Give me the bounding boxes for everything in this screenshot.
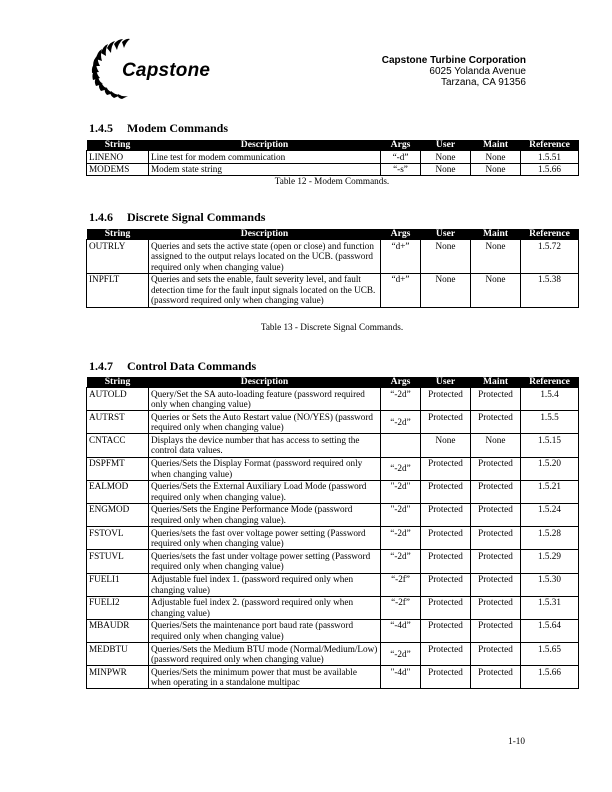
cell-reference: 1.5.64 xyxy=(521,619,579,642)
cell-maint: None xyxy=(471,163,521,176)
cell-args: “-2d” xyxy=(381,643,421,666)
cell-user: None xyxy=(421,240,471,274)
cell-string: AUTOLD xyxy=(87,388,149,411)
table-row xyxy=(87,550,579,573)
table-row xyxy=(87,151,579,164)
capstone-logo xyxy=(86,36,216,100)
cell-user: Protected xyxy=(421,573,471,596)
table-header-row xyxy=(87,377,579,388)
cell-user: None xyxy=(421,163,471,176)
cell-args: “-4d” xyxy=(381,619,421,642)
section-number: 1.4.5 xyxy=(89,121,113,135)
cell-args: “-2f” xyxy=(381,596,421,619)
table-row xyxy=(87,527,579,550)
col-header-reference: Reference xyxy=(521,140,579,151)
cell-reference: 1.5.30 xyxy=(521,573,579,596)
col-header-args: Args xyxy=(381,377,421,388)
col-header-user: User xyxy=(421,377,471,388)
col-header-string: String xyxy=(87,229,149,240)
cell-maint: Protected xyxy=(471,457,521,480)
cell-description: Queries/Sets the maintenance port baud rate (password required only when changing value) xyxy=(149,619,381,642)
section-number: 1.4.6 xyxy=(89,210,113,224)
section-heading-modem xyxy=(89,121,228,136)
cell-string: FUELI2 xyxy=(87,596,149,619)
section-number: 1.4.7 xyxy=(89,359,113,373)
modem-commands-table xyxy=(86,140,579,176)
cell-user: Protected xyxy=(421,666,471,689)
cell-maint: None xyxy=(471,273,521,307)
cell-maint: Protected xyxy=(471,411,521,434)
cell-user: Protected xyxy=(421,596,471,619)
cell-args: “d+” xyxy=(381,240,421,274)
table-row xyxy=(87,480,579,503)
cell-args: “-2d” xyxy=(381,550,421,573)
col-header-description: Description xyxy=(149,377,381,388)
cell-description: Queries/sets the fast over voltage power setting (Password required only when changing value) xyxy=(149,527,381,550)
cell-string: MBAUDR xyxy=(87,619,149,642)
col-header-description: Description xyxy=(149,140,381,151)
cell-reference: 1.5.21 xyxy=(521,480,579,503)
cell-reference: 1.5.65 xyxy=(521,643,579,666)
cell-string: INPFLT xyxy=(87,273,149,307)
cell-string: MINPWR xyxy=(87,666,149,689)
table-row xyxy=(87,573,579,596)
cell-args: “-s” xyxy=(381,163,421,176)
cell-maint: Protected xyxy=(471,573,521,596)
table-row xyxy=(87,388,579,411)
cell-string: AUTRST xyxy=(87,411,149,434)
col-header-reference: Reference xyxy=(521,377,579,388)
cell-reference: 1.5.24 xyxy=(521,503,579,526)
cell-string: LINENO xyxy=(87,151,149,164)
section-heading-discrete xyxy=(89,210,265,225)
table-header-row xyxy=(87,229,579,240)
table-row xyxy=(87,411,579,434)
cell-maint: None xyxy=(471,240,521,274)
cell-args: "-2d" xyxy=(381,503,421,526)
table-caption-discrete: Table 13 - Discrete Signal Commands. xyxy=(260,322,404,332)
cell-args: “-2d” xyxy=(381,457,421,480)
cell-description: Query/Set the SA auto-loading feature (password required only when changing value) xyxy=(149,388,381,411)
cell-args: “-2d” xyxy=(381,388,421,411)
cell-user: Protected xyxy=(421,411,471,434)
cell-user: Protected xyxy=(421,480,471,503)
cell-maint: Protected xyxy=(471,503,521,526)
cell-reference: 1.5.66 xyxy=(521,163,579,176)
table-row xyxy=(87,240,579,274)
cell-string: MODEMS xyxy=(87,163,149,176)
cell-description: Queries and sets the enable, fault severity level, and fault detection time for the fault input signals located on the UCB. (password required only when changing value) xyxy=(149,273,381,307)
col-header-args: Args xyxy=(381,140,421,151)
table-row xyxy=(87,434,579,457)
cell-reference: 1.5.28 xyxy=(521,527,579,550)
cell-maint: Protected xyxy=(471,388,521,411)
section-title: Modem Commands xyxy=(127,121,228,135)
col-header-maint: Maint xyxy=(471,140,521,151)
cell-string: FSTUVL xyxy=(87,550,149,573)
cell-reference: 1.5.31 xyxy=(521,596,579,619)
page-number: 1-10 xyxy=(508,736,525,746)
company-address-block xyxy=(382,55,526,88)
cell-user: None xyxy=(421,434,471,457)
table-row xyxy=(87,596,579,619)
table-row xyxy=(87,503,579,526)
logo-wordmark: Capstone xyxy=(122,60,211,81)
cell-string: CNTACC xyxy=(87,434,149,457)
section-heading-control-data xyxy=(89,359,256,374)
cell-maint: Protected xyxy=(471,527,521,550)
cell-string: FSTOVL xyxy=(87,527,149,550)
cell-maint: None xyxy=(471,151,521,164)
cell-reference: 1.5.15 xyxy=(521,434,579,457)
cell-string: EALMOD xyxy=(87,480,149,503)
address-line-2: Tarzana, CA 91356 xyxy=(440,77,526,88)
cell-description: Queries/Sets the External Auxiliary Load Mode (password required only when changing value). xyxy=(149,480,381,503)
cell-description: Queries/sets the fast under voltage power setting (Password required only when changing value) xyxy=(149,550,381,573)
col-header-string: String xyxy=(87,377,149,388)
control-data-commands-table xyxy=(86,377,579,689)
cell-user: Protected xyxy=(421,550,471,573)
cell-string: ENGMOD xyxy=(87,503,149,526)
cell-description: Modem state string xyxy=(149,163,381,176)
cell-description: Queries and sets the active state (open or close) and function assigned to the output relays located on the UCB. (password required only when changing value) xyxy=(149,240,381,274)
col-header-maint: Maint xyxy=(471,377,521,388)
cell-args: “-2f” xyxy=(381,573,421,596)
cell-user: Protected xyxy=(421,503,471,526)
cell-args: “d+” xyxy=(381,273,421,307)
cell-maint: None xyxy=(471,434,521,457)
table-row xyxy=(87,619,579,642)
col-header-description: Description xyxy=(149,229,381,240)
table-row xyxy=(87,163,579,176)
cell-description: Queries/Sets the Medium BTU mode (Normal/Medium/Low) (password required only when changing value) xyxy=(149,643,381,666)
cell-user: Protected xyxy=(421,457,471,480)
cell-maint: Protected xyxy=(471,596,521,619)
cell-user: Protected xyxy=(421,643,471,666)
cell-maint: Protected xyxy=(471,643,521,666)
col-header-string: String xyxy=(87,140,149,151)
cell-description: Displays the device number that has access to setting the control data values. xyxy=(149,434,381,457)
cell-reference: 1.5.29 xyxy=(521,550,579,573)
col-header-user: User xyxy=(421,140,471,151)
cell-user: Protected xyxy=(421,388,471,411)
cell-description: Adjustable fuel index 1. (password required only when changing value) xyxy=(149,573,381,596)
cell-args xyxy=(381,434,421,457)
cell-args: “-2d” xyxy=(381,411,421,434)
table-caption-modem: Table 12 - Modem Commands. xyxy=(274,176,390,186)
cell-args: "-4d" xyxy=(381,666,421,689)
cell-reference: 1.5.38 xyxy=(521,273,579,307)
cell-description: Queries or Sets the Auto Restart value (NO/YES) (password required only when changing value) xyxy=(149,411,381,434)
table-row xyxy=(87,666,579,689)
cell-user: None xyxy=(421,151,471,164)
section-title: Discrete Signal Commands xyxy=(127,210,266,224)
cell-string: DSPFMT xyxy=(87,457,149,480)
cell-args: "-2d" xyxy=(381,480,421,503)
col-header-user: User xyxy=(421,229,471,240)
cell-user: Protected xyxy=(421,527,471,550)
cell-maint: Protected xyxy=(471,550,521,573)
cell-description: Line test for modem communication xyxy=(149,151,381,164)
cell-description: Adjustable fuel index 2. (password required only when changing value) xyxy=(149,596,381,619)
col-header-args: Args xyxy=(381,229,421,240)
cell-description: Queries/Sets the minimum power that must be available when operating in a standalone multipac xyxy=(149,666,381,689)
cell-string: OUTRLY xyxy=(87,240,149,274)
address-line-1: 6025 Yolanda Avenue xyxy=(429,66,526,77)
col-header-reference: Reference xyxy=(521,229,579,240)
table-row xyxy=(87,457,579,480)
table-row xyxy=(87,643,579,666)
cell-maint: Protected xyxy=(471,666,521,689)
company-name: Capstone Turbine Corporation xyxy=(381,55,526,66)
cell-maint: Protected xyxy=(471,619,521,642)
table-row xyxy=(87,273,579,307)
cell-maint: Protected xyxy=(471,480,521,503)
cell-reference: 1.5.20 xyxy=(521,457,579,480)
cell-description: Queries/Sets the Engine Performance Mode (password required only when changing value). xyxy=(149,503,381,526)
cell-string: FUELI1 xyxy=(87,573,149,596)
cell-user: None xyxy=(421,273,471,307)
cell-reference: 1.5.66 xyxy=(521,666,579,689)
section-title: Control Data Commands xyxy=(127,359,257,373)
discrete-signal-commands-table xyxy=(86,229,579,308)
cell-user: Protected xyxy=(421,619,471,642)
table-header-row xyxy=(87,140,579,151)
col-header-maint: Maint xyxy=(471,229,521,240)
cell-reference: 1.5.72 xyxy=(521,240,579,274)
cell-reference: 1.5.5 xyxy=(521,411,579,434)
cell-args: “-d” xyxy=(381,151,421,164)
cell-reference: 1.5.4 xyxy=(521,388,579,411)
cell-args: “-2d” xyxy=(381,527,421,550)
cell-string: MEDBTU xyxy=(87,643,149,666)
cell-reference: 1.5.51 xyxy=(521,151,579,164)
cell-description: Queries/Sets the Display Format (password required only when changing value) xyxy=(149,457,381,480)
